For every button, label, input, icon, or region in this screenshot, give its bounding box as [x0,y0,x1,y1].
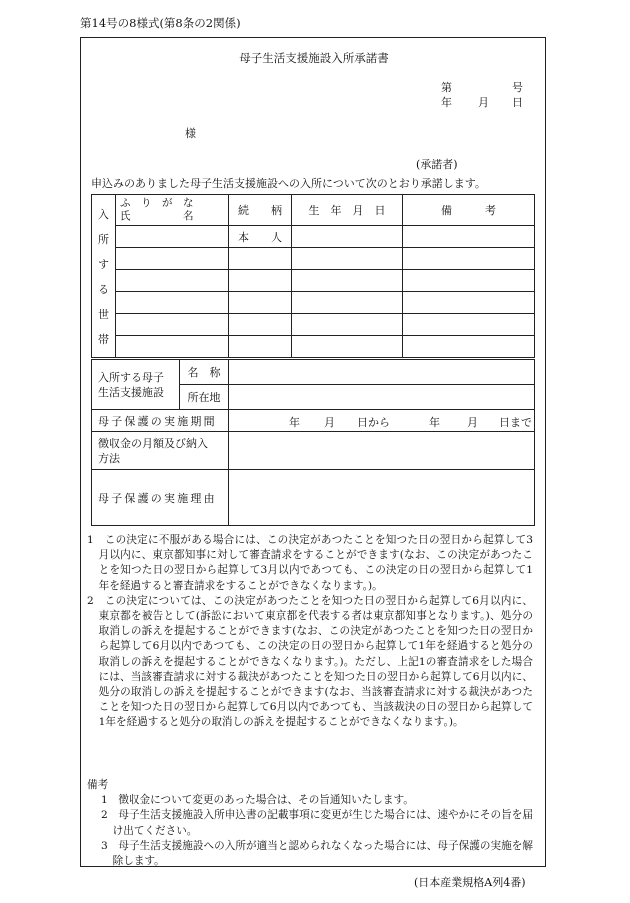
name-cell[interactable] [116,248,229,270]
remarks-cell[interactable] [403,314,535,336]
date-day: 日 [512,96,523,109]
name-cell[interactable] [116,226,229,248]
remarks-cell[interactable] [403,292,535,314]
facility-address-field[interactable] [229,385,535,410]
facility-address-label: 所在地 [180,385,229,410]
reason-label: 母子保護の実施理由 [92,470,229,526]
birth-cell[interactable] [292,336,403,358]
birth-header: 生 年 月 日 [292,195,403,226]
furigana-header: ふ り が な [120,197,194,209]
name-cell[interactable] [116,292,229,314]
form-title: 母子生活支援施設入所承諾書 [239,51,389,65]
number-dai: 第 [441,81,452,94]
appeal-note-2: 2 この決定については、この決定があつたことを知つた日の翌日から起算して6月以内に、東京都を被告として(訴訟において東京都を代表する者は東京都知事となります。)、処分の取消しの訴えを提起することができます(なお、この決定があつたことを知つた日の翌日から起算して6月以内であつても、この決定の日の翌日から起算して1年を経過すると処分の取消しの訴えを提起することができなくなります。)。ただし、上記1の審査請求をした場合には、当該審査請求に対する裁決があつたことを知つた日の翌日から起算して6月以内に、処分の取消しの訴えを提起することができます(なお、当該審査請求に対する裁決があつたことを知つた日の翌日から起算して6月以内であつても、当該裁決の日の翌日から起算して1年を経過すると処分の取消しの訴えを提起することができなくなります。)。 [87,594,533,729]
relation-cell[interactable] [229,314,292,336]
reason-field[interactable] [229,470,535,526]
name-header-label: 氏 名 [120,210,194,222]
biko-section [87,778,533,869]
biko-heading: 備考 [87,779,109,791]
remarks-header: 備 考 [403,195,535,226]
remarks-cell[interactable] [403,336,535,358]
fee-label-line-2: 方法 [98,451,120,465]
appeal-note-1: 1 この決定に不服がある場合には、この決定があつたことを知つた日の翌日から起算して3月以内に、東京都知事に対して審査請求をすることができます(なお、この決定があつたことを知つた日の翌日から起算して3月以内であつても、この決定の日の翌日から起算して1年を経過すると審査請求をすることができなくなります。)。 [87,534,533,592]
relation-cell[interactable] [229,248,292,270]
facility-label-line-1: 入所する母子 [98,370,164,384]
name-header [116,195,229,226]
intro-text: 申込みのありました母子生活支援施設への入所について次のとおり承諾します。 [91,177,486,190]
name-cell[interactable] [116,314,229,336]
consenter-label: (承諾者) [416,158,458,171]
name-cell[interactable] [116,270,229,292]
biko-item-3: 3 母子生活支援施設への入所が適当と認められなくなった場合には、母子保護の実施を解除します。 [101,839,533,868]
form-number: 第14号の8様式(第8条の2関係) [80,16,241,30]
birth-cell[interactable] [292,292,403,314]
recipient-suffix: 様 [185,127,196,140]
relation-header: 続 柄 [229,195,292,226]
fee-label [92,432,229,470]
details-table [91,359,535,526]
period-field[interactable]: 年 月 日から 年 月 日まで [229,410,535,432]
birth-cell[interactable] [292,270,403,292]
biko-item-2: 2 母子生活支援施設入所申込書の記載事項に変更が生じた場合には、速やかにその旨を届け出てください。 [101,809,533,837]
name-cell[interactable] [116,336,229,358]
relation-cell[interactable] [229,270,292,292]
household-side-label: 入 所 す る 世 帯 [92,195,116,358]
relation-cell[interactable] [229,336,292,358]
remarks-cell[interactable] [403,226,535,248]
form-frame [80,37,546,867]
fee-field[interactable] [229,432,535,470]
number-go: 号 [512,81,523,94]
relation-cell[interactable] [229,292,292,314]
facility-label [92,360,180,410]
birth-cell[interactable] [292,248,403,270]
period-label: 母子保護の実施期間 [92,410,229,432]
fee-label-line-1: 徴収金の月額及び納入 [98,436,208,450]
household-table [91,194,535,358]
birth-cell[interactable] [292,314,403,336]
date-month: 月 [478,96,489,109]
remarks-cell[interactable] [403,270,535,292]
date-year: 年 [441,96,452,109]
facility-label-line-2: 生活支援施設 [98,385,164,399]
remarks-cell[interactable] [403,248,535,270]
birth-cell[interactable] [292,226,403,248]
facility-name-field[interactable] [229,360,535,385]
facility-name-label: 名 称 [180,360,229,385]
relation-cell-self: 本 人 [229,226,292,248]
paper-size-note: (日本産業規格A列4番) [414,876,526,889]
appeal-notes [87,533,533,731]
biko-item-1: 1 徴収金について変更のあった場合は、その旨通知いたします。 [101,794,414,807]
